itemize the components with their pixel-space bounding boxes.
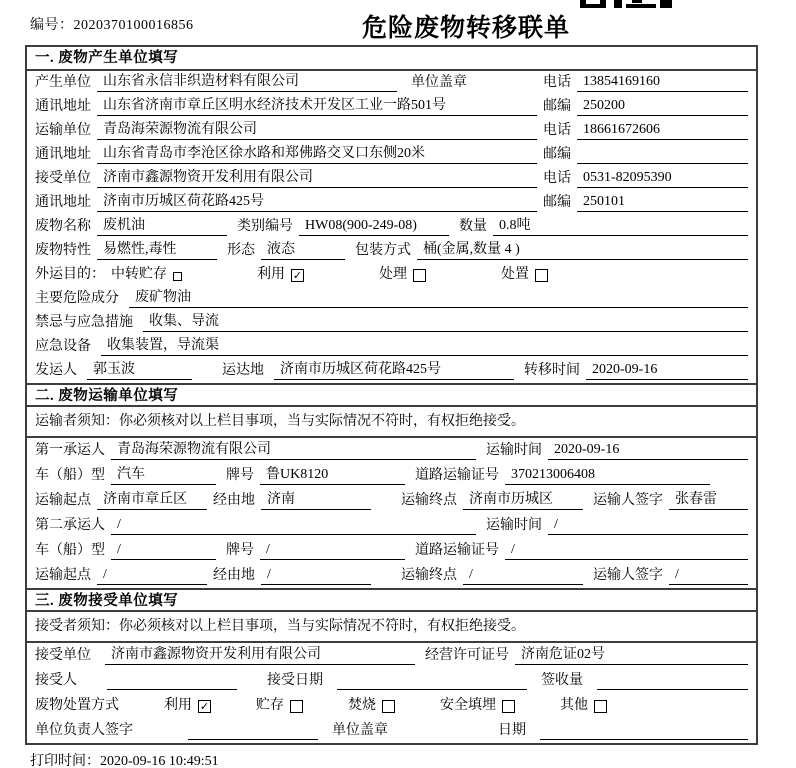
- second-route-via-value: /: [261, 566, 371, 585]
- quantity-label: 数量: [459, 219, 487, 234]
- row-transfer-purpose: [27, 263, 756, 287]
- transport-time-value: 2020-09-16: [548, 441, 748, 460]
- address-label: 通讯地址: [35, 147, 91, 162]
- transport-time-label: 运输时间: [486, 518, 542, 533]
- plate-label: 牌号: [226, 468, 254, 483]
- row-waste-name: [27, 215, 756, 239]
- transporter-sign-label: 运输人签字: [593, 493, 663, 508]
- qr-code-fragment-icon: [580, 0, 690, 8]
- producer-phone-value: 13854169160: [577, 73, 748, 92]
- waste-name-value: 废机油: [97, 217, 227, 236]
- disposal-landfill-checkbox: [502, 700, 515, 713]
- purpose-treat-checkbox: [413, 269, 426, 282]
- doc-number: [30, 14, 194, 34]
- disposal-method-label: 废物处置方式: [35, 698, 119, 713]
- producer-address-value: 山东省济南市章丘区明水经济技术开发区工业一路501号: [97, 97, 537, 116]
- destination-label: 运达地: [222, 363, 264, 378]
- row-receive-unit: [27, 167, 756, 191]
- quantity-value: 0.8吨: [493, 217, 748, 236]
- hazard-components-label: 主要危险成分: [35, 291, 119, 306]
- shipper-value: 郭玉波: [87, 361, 192, 380]
- print-time-label: 打印时间：: [30, 754, 100, 768]
- emergency-equipment-value: 收集装置，导流渠: [101, 337, 748, 356]
- producer-zipcode-value: 250200: [577, 97, 748, 116]
- section2-header: 二. 废物运输单位填写: [27, 383, 756, 407]
- date-label: 日期: [498, 723, 526, 738]
- disposal-store-label: 贮存: [256, 698, 284, 713]
- road-permit-value: 370213006408: [505, 466, 710, 485]
- disposal-other-label: 其他: [560, 698, 588, 713]
- transport-time-label: 运输时间: [486, 443, 542, 458]
- section1-header: 一. 废物产生单位填写: [27, 47, 756, 71]
- route-end-label: 运输终点: [401, 568, 457, 583]
- transporter-sign-value: 张春雷: [669, 491, 748, 510]
- vehicle-type-value: 汽车: [111, 466, 216, 485]
- manifest-form: [25, 45, 758, 745]
- phone-label: 电话: [543, 171, 571, 186]
- row-second-vehicle: [27, 538, 756, 563]
- disposal-use-checkbox: ✓: [199, 701, 210, 713]
- form-label: 形态: [227, 243, 255, 258]
- second-road-permit-value: /: [505, 541, 748, 560]
- address-label: 通讯地址: [35, 99, 91, 114]
- transfer-time-value: 2020-09-16: [586, 361, 748, 380]
- waste-name-label: 废物名称: [35, 219, 91, 234]
- doc-number-value: 2020370100016856: [73, 18, 194, 33]
- transfer-time-label: 转移时间: [524, 363, 580, 378]
- phone-label: 电话: [543, 123, 571, 138]
- row-transport-unit: [27, 119, 756, 143]
- accept-date-value: [337, 672, 527, 690]
- transfer-purpose-label: 外运目的：: [35, 267, 105, 282]
- purpose-dispose-checkbox: [535, 269, 548, 282]
- emergency-measures-value: 收集、导流: [143, 313, 748, 332]
- emergency-equipment-label: 应急设备: [35, 339, 91, 354]
- row-waste-traits: [27, 239, 756, 263]
- disposal-other-checkbox: [594, 700, 607, 713]
- transport-unit-label: 运输单位: [35, 123, 91, 138]
- shipper-label: 发运人: [35, 363, 77, 378]
- row-disposal-method: [27, 693, 756, 718]
- disposal-burn-checkbox: [382, 700, 395, 713]
- section-transporter: [27, 383, 756, 588]
- producer-value: 山东省永信非织造材料有限公司: [97, 73, 397, 92]
- license-value: 济南危证02号: [515, 646, 748, 665]
- second-route-end-value: /: [463, 566, 583, 585]
- row-producer: [27, 71, 756, 95]
- transporter-sign-label: 运输人签字: [593, 568, 663, 583]
- row-first-carrier: [27, 438, 756, 463]
- vehicle-type-label: 车（船）型: [35, 468, 105, 483]
- row-second-route: [27, 563, 756, 588]
- section-receiver: [27, 588, 756, 743]
- document-header: [30, 8, 766, 42]
- form-value: 液态: [261, 241, 345, 260]
- plate-value: 鲁UK8120: [260, 466, 405, 485]
- purpose-option-use-label: 利用: [257, 267, 285, 282]
- zipcode-label: 邮编: [543, 147, 571, 162]
- acceptor-label: 接受人: [35, 673, 77, 688]
- date-value: [540, 722, 748, 740]
- section-producer: [27, 47, 756, 383]
- transport-unit-value: 青岛海荣源物流有限公司: [97, 121, 537, 140]
- second-carrier-label: 第二承运人: [35, 518, 105, 533]
- route-start-label: 运输起点: [35, 493, 91, 508]
- purpose-option-dispose-label: 处置: [501, 267, 529, 282]
- row-dispatch: [27, 359, 756, 383]
- receive-zipcode-value: 250101: [577, 193, 748, 212]
- received-qty-value: [597, 672, 748, 690]
- disposal-landfill-label: 安全填埋: [440, 698, 496, 713]
- address-label: 通讯地址: [35, 195, 91, 210]
- row-emergency-equipment: [27, 335, 756, 359]
- row-producer-address: [27, 95, 756, 119]
- row-receive-unit-confirm: [27, 643, 756, 668]
- doc-number-label: 编号：: [30, 18, 74, 33]
- receive-unit-label: 接受单位: [35, 648, 91, 663]
- destination-value: 济南市历城区荷花路425号: [274, 361, 514, 380]
- producer-label: 产生单位: [35, 75, 91, 90]
- second-vehicle-type-value: /: [111, 541, 216, 560]
- route-start-label: 运输起点: [35, 568, 91, 583]
- route-start-value: 济南市章丘区: [97, 491, 207, 510]
- purpose-use-checkbox: ✓: [292, 270, 303, 282]
- receive-address-value: 济南市历城区荷花路425号: [97, 193, 537, 212]
- phone-label: 电话: [543, 75, 571, 90]
- row-hazard-components: [27, 287, 756, 311]
- page-title: 危险废物转移联单: [362, 15, 571, 42]
- second-route-start-value: /: [97, 566, 207, 585]
- row-second-carrier: [27, 513, 756, 538]
- transport-phone-value: 18661672606: [577, 121, 748, 140]
- second-plate-value: /: [260, 541, 405, 560]
- disposal-burn-label: 焚烧: [348, 698, 376, 713]
- received-qty-label: 签收量: [541, 673, 583, 688]
- receive-phone-value: 0531-82095390: [577, 169, 748, 188]
- second-transporter-sign-value: /: [669, 566, 748, 585]
- row-receive-address: [27, 191, 756, 215]
- route-end-value: 济南市历城区: [463, 491, 583, 510]
- road-permit-label: 道路运输证号: [415, 543, 499, 558]
- route-via-value: 济南: [261, 491, 371, 510]
- receive-unit-confirm-value: 济南市鑫源物资开发利用有限公司: [105, 646, 415, 665]
- row-transport-address: [27, 143, 756, 167]
- acceptor-value: [107, 672, 237, 690]
- row-acceptor: [27, 668, 756, 693]
- unit-seal-label: 单位盖章: [332, 723, 388, 738]
- disposal-store-checkbox: [290, 700, 303, 713]
- road-permit-label: 道路运输证号: [415, 468, 499, 483]
- row-first-route: [27, 488, 756, 513]
- license-label: 经营许可证号: [425, 648, 509, 663]
- purpose-storage-checkbox: [173, 272, 182, 281]
- row-responsible-signature: [27, 718, 756, 743]
- zipcode-label: 邮编: [543, 99, 571, 114]
- responsible-sign-label: 单位负责人签字: [35, 723, 133, 738]
- packaging-label: 包装方式: [355, 243, 411, 258]
- packaging-value: 桶(金属,数量 4 ): [417, 241, 748, 260]
- print-time: [30, 750, 219, 768]
- purpose-option-storage-label: 中转贮存: [111, 267, 167, 282]
- hazard-components-value: 废矿物油: [129, 289, 748, 308]
- responsible-sign-value: [188, 722, 318, 740]
- accept-date-label: 接受日期: [267, 673, 323, 688]
- plate-label: 牌号: [226, 543, 254, 558]
- disposal-use-label: 利用: [164, 698, 192, 713]
- route-end-label: 运输终点: [401, 493, 457, 508]
- unit-seal-label: 单位盖章: [411, 75, 467, 90]
- receiver-notice: 接受者须知：你必须核对以上栏目事项，当与实际情况不符时，有权拒绝接受。: [27, 612, 756, 643]
- transporter-notice: 运输者须知：你必须核对以上栏目事项，当与实际情况不符时，有权拒绝接受。: [27, 407, 756, 438]
- emergency-measures-label: 禁忌与应急措施: [35, 315, 133, 330]
- waste-traits-value: 易燃性,毒性: [97, 241, 217, 260]
- waste-traits-label: 废物特性: [35, 243, 91, 258]
- purpose-option-treat-label: 处理: [379, 267, 407, 282]
- second-carrier-value: /: [111, 516, 476, 535]
- second-transport-time-value: /: [548, 516, 748, 535]
- transport-address-value: 山东省青岛市李沧区徐水路和郑佛路交叉口东侧20米: [97, 145, 537, 164]
- vehicle-type-label: 车（船）型: [35, 543, 105, 558]
- route-via-label: 经由地: [213, 493, 255, 508]
- print-time-value: 2020-09-16 10:49:51: [100, 754, 219, 768]
- category-code-value: HW08(900-249-08): [299, 217, 449, 236]
- receive-unit-value: 济南市鑫源物资开发利用有限公司: [97, 169, 537, 188]
- transport-zipcode-value: [577, 146, 748, 164]
- row-emergency-measures: [27, 311, 756, 335]
- category-code-label: 类别编号: [237, 219, 293, 234]
- first-carrier-value: 青岛海荣源物流有限公司: [111, 441, 476, 460]
- zipcode-label: 邮编: [543, 195, 571, 210]
- route-via-label: 经由地: [213, 568, 255, 583]
- first-carrier-label: 第一承运人: [35, 443, 105, 458]
- receive-unit-label: 接受单位: [35, 171, 91, 186]
- row-first-vehicle: [27, 463, 756, 488]
- section3-header: 三. 废物接受单位填写: [27, 588, 756, 612]
